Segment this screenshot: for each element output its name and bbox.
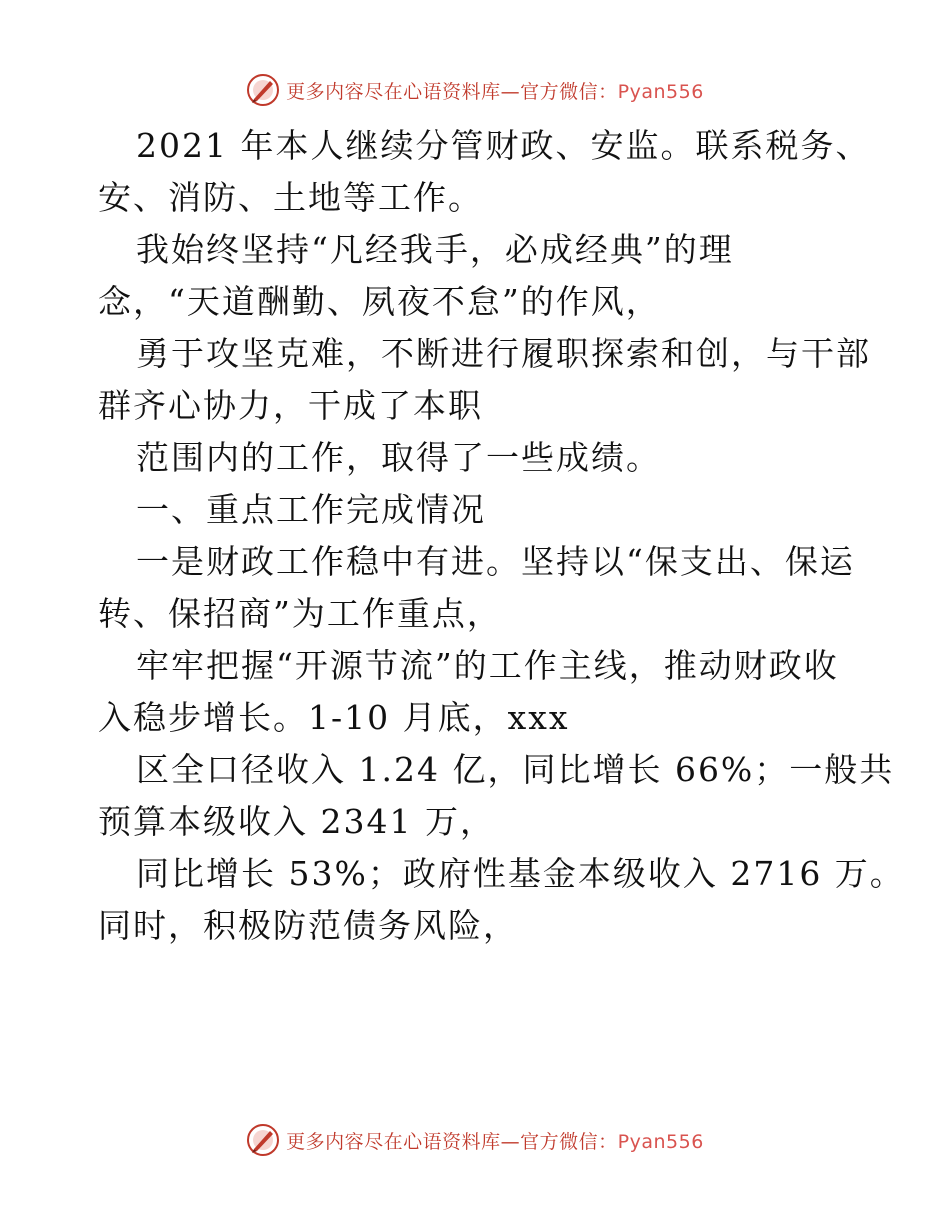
watermark-id: Pyan556 — [617, 80, 704, 103]
text-line: 入稳步增长。1-10 月底，xxx — [98, 698, 570, 737]
document-body — [98, 120, 905, 952]
text-line: 同时，积极防范债务风险， — [98, 906, 518, 945]
quill-logo-icon — [246, 73, 280, 107]
watermark-text — [286, 77, 704, 104]
text-line: 同比增长 53%；政府性基金本级收入 2716 万。 — [136, 854, 905, 893]
watermark-footer — [0, 1120, 950, 1160]
watermark-label: 更多内容尽在心语资料库—官方微信： — [286, 80, 618, 103]
text-line: 一是财政工作稳中有进。坚持以“保支出、保运 — [136, 542, 855, 581]
quill-logo-icon — [246, 1123, 280, 1157]
text-line: 念，“天道酬勤、夙夜不怠”的作风， — [98, 282, 661, 321]
text-line: 2021 年本人继续分管财政、安监。联系税务、 — [136, 126, 871, 165]
watermark-label: 更多内容尽在心语资料库—官方微信： — [286, 1130, 618, 1153]
text-line: 群齐心协力，干成了本职 — [98, 386, 483, 425]
text-line: 牢牢把握“开源节流”的工作主线，推动财政收 — [136, 646, 839, 685]
text-line: 范围内的工作，取得了一些成绩。 — [136, 438, 661, 477]
text-line: 安、消防、土地等工作。 — [98, 178, 483, 217]
text-line: 预算本级收入 2341 万， — [98, 802, 495, 841]
watermark-id: Pyan556 — [617, 1130, 704, 1153]
text-line: 转、保招商”为工作重点， — [98, 594, 502, 633]
text-line: 区全口径收入 1.24 亿，同比增长 66%；一般共 — [136, 750, 895, 789]
watermark-header — [0, 70, 950, 110]
watermark-text — [286, 1127, 704, 1154]
section-heading: 一、重点工作完成情况 — [136, 490, 486, 529]
text-line: 勇于攻坚克难，不断进行履职探索和创，与干部 — [136, 334, 871, 373]
text-line: 我始终坚持“凡经我手，必成经典”的理 — [136, 230, 734, 269]
